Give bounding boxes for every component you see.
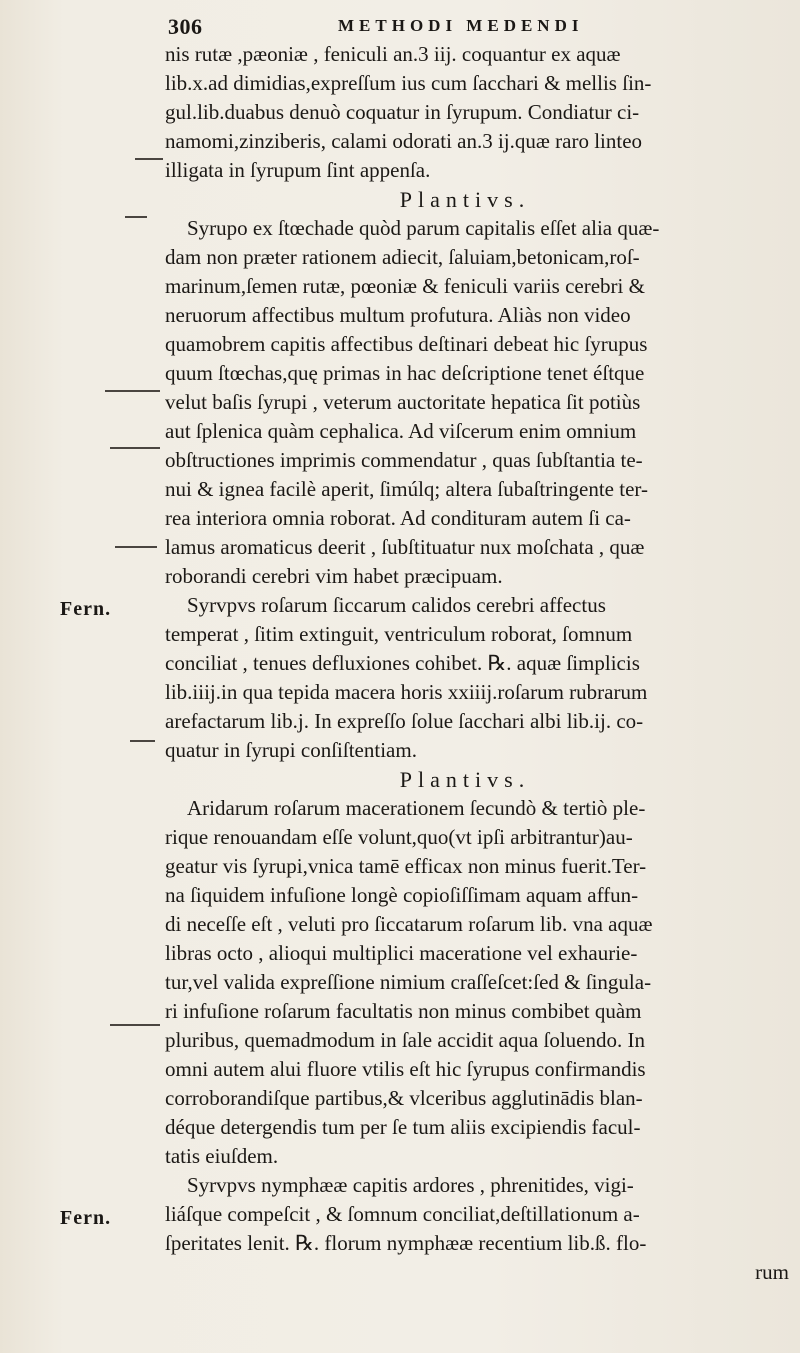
margin-label-fern: Fern. <box>60 1207 112 1229</box>
text-line: nui & ignea facilè aperit, ſimúlq; altera ſubaſtringente ter- <box>165 477 648 501</box>
text-line: ri infuſione roſarum facultatis non minus combibet quàm <box>165 999 642 1023</box>
text-line: conciliat , tenues defluxiones cohibet. ℞. aquæ ſimplicis <box>165 651 640 675</box>
catchword: rum <box>755 1260 789 1284</box>
text-line: tatis eiuſdem. <box>165 1144 279 1168</box>
text-line: libras octo , alioqui multiplici maceratione vel exhaurie- <box>165 941 638 965</box>
ink-mark <box>115 546 157 548</box>
text-line: illigata in ſyrupum ſint appenſa. <box>165 158 431 182</box>
text-line: marinum,ſemen rutæ, pœoniæ & feniculi variis cerebri & <box>165 274 645 298</box>
text-line: Aridarum roſarum macerationem ſecundò & tertiò ple- <box>187 796 646 820</box>
body-text <box>165 40 795 1287</box>
text-line: namomi,zinziberis, calami odorati an.3 ij.quæ raro linteo <box>165 129 643 153</box>
text-line: roborandi cerebri vim habet præcipuam. <box>165 564 503 588</box>
text-line: di neceſſe eſt , veluti pro ſiccatarum roſarum lib. vna aquæ <box>165 912 653 936</box>
ink-mark <box>110 1024 160 1026</box>
text-line: tur,vel valida expreſſione nimium craſſeſcet:ſed & ſingula- <box>165 970 652 994</box>
text-line: aut ſplenica quàm cephalica. Ad viſcerum enim omnium <box>165 419 637 443</box>
text-line: quum ſtœchas,quę primas in hac deſcriptione tenet éſtque <box>165 361 645 385</box>
text-line: Syrvpvs roſarum ſiccarum calidos cerebri affectus <box>187 593 606 617</box>
text-line: arefactarum lib.j. In expreſſo ſolue ſacchari albi lib.ij. co- <box>165 709 644 733</box>
text-line: na ſiquidem infuſione longè copioſiſſimam aquam affun- <box>165 883 639 907</box>
text-line: pluribus, quemadmodum in ſale accidit aqua ſoluendo. In <box>165 1028 645 1052</box>
text-line: lib.iiij.in qua tepida macera horis xxiiij.roſarum rubrarum <box>165 680 648 704</box>
running-title: METHODI MEDENDI <box>338 16 584 35</box>
text-line: quatur in ſyrupi conſiſtentiam. <box>165 738 417 762</box>
text-line: obſtructiones imprimis commendatur , quas ſubſtantia te- <box>165 448 643 472</box>
margin-label-fern: Fern. <box>60 598 112 620</box>
text-line: Syrvpvs nymphææ capitis ardores , phrenitides, vigi- <box>187 1173 634 1197</box>
text-line: temperat , ſitim extinguit, ventriculum roborat, ſomnum <box>165 622 633 646</box>
text-line: Syrupo ex ſtœchade quòd parum capitalis eſſet alia quæ- <box>187 216 660 240</box>
text-line: rea interiora omnia roborat. Ad condituram autem ſi ca- <box>165 506 631 530</box>
text-line: nis rutæ ,pæoniæ , feniculi an.3 iij. coquantur ex aquæ <box>165 42 621 66</box>
text-line: quamobrem capitis affectibus deſtinari debeat hic ſyrupus <box>165 332 648 356</box>
ink-mark <box>125 216 147 218</box>
text-line: lamus aromaticus deerit , ſubſtituatur nux moſchata , quæ <box>165 535 645 559</box>
text-line: déque detergendis tum per ſe tum aliis excipiendis facul- <box>165 1115 641 1139</box>
text-line: omni autem alui fluore vtilis eſt hic ſyrupus confirmandis <box>165 1057 646 1081</box>
section-heading-plantivs: Plantivs. <box>399 187 531 212</box>
text-line: ſperitates lenit. ℞. florum nymphææ recentium lib.ß. flo- <box>165 1231 647 1255</box>
text-line: corroborandiſque partibus,& vlceribus agglutinādis blan- <box>165 1086 643 1110</box>
ink-mark <box>135 158 163 160</box>
ink-mark <box>130 740 155 742</box>
text-line: gul.lib.duabus denuò coquatur in ſyrupum. Condiatur ci- <box>165 100 640 124</box>
text-line: neruorum affectibus multum profutura. Aliàs non video <box>165 303 631 327</box>
ink-mark <box>105 390 160 392</box>
page-number: 306 <box>168 14 203 39</box>
section-heading-plantivs: Plantivs. <box>399 767 531 792</box>
text-line: velut baſis ſyrupi , veterum auctoritate hepatica ſit potiùs <box>165 390 641 414</box>
text-line: lib.x.ad dimidias,expreſſum ius cum ſacchari & mellis ſin- <box>165 71 652 95</box>
ink-mark <box>110 447 160 449</box>
text-line: rique renouandam eſſe volunt,quo(vt ipſi arbitrantur)au- <box>165 825 633 849</box>
text-line: dam non præter rationem adiecit, ſaluiam,betonicam,roſ- <box>165 245 640 269</box>
text-line: liáſque compeſcit , & ſomnum conciliat,deſtillationum a- <box>165 1202 640 1226</box>
text-line: geatur vis ſyrupi,vnica tamē efficax non minus fuerit.Ter- <box>165 854 647 878</box>
